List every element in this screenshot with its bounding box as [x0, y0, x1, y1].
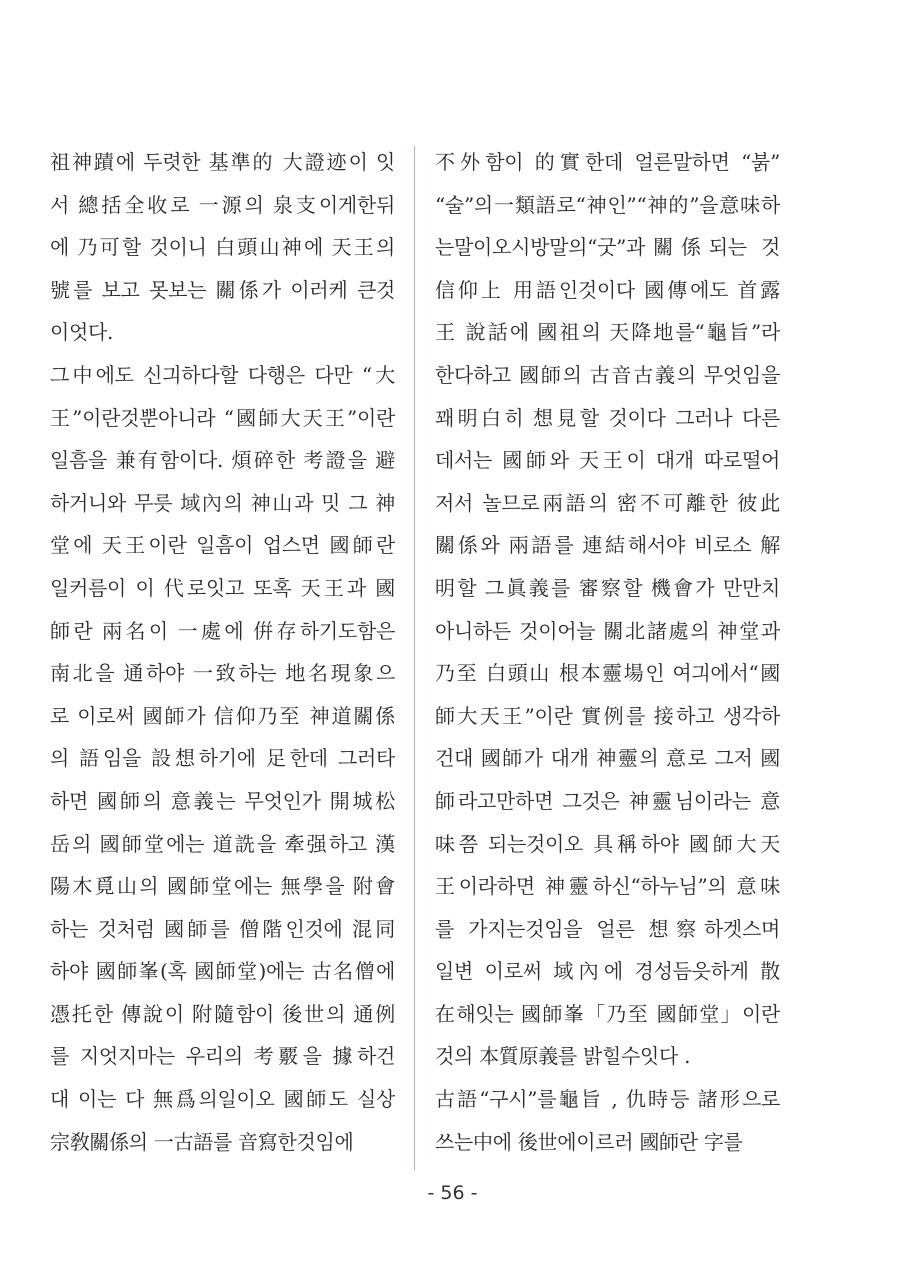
text-line: 는말이오시방말의“굿”과關係되는 것 — [435, 235, 780, 260]
left-text-column — [50, 141, 395, 1163]
text-line: 일커름이 이 代로잇고 또혹 天王과 國 — [50, 575, 395, 600]
text-line: 陽木覓山의 國師堂에는 無學을 附會 — [50, 874, 395, 899]
column-divider — [414, 146, 415, 1170]
text-line: 岳의 國師堂에는 道詵을 牽强하고 漢 — [50, 831, 395, 856]
text-line: 關係와 兩語를 連結해서야 비로소 解 — [435, 533, 780, 558]
text-line: 에 乃可할 것이니 白頭山神에 天王의 — [50, 235, 395, 260]
text-line: 師大天王”이란 實例를 接하고 생각하 — [435, 703, 780, 728]
text-line: 대 이는 다 無爲의일이오 國師도 실상 — [50, 1087, 395, 1112]
text-line: 하야 國師峯(혹 國師堂)에는 古名僧에 — [50, 959, 395, 984]
text-line: 祖神蹟에 두렷한 基準的 大證迹이 잇 — [50, 150, 395, 174]
text-line: 號를 보고 못보는 關係가 이러케 큰것 — [50, 277, 395, 302]
text-line: 師라고만하면 그것은 神靈님이라는 意 — [435, 788, 780, 813]
page-number: - 56 - — [427, 1182, 478, 1204]
text-line: 乃至 白頭山 根本靈場인 여긔에서“國 — [435, 661, 780, 686]
text-line: 在해잇는 國師峯「乃至 國師堂」이란 — [435, 1001, 780, 1026]
text-line: 를 가지는것임을 얼른 想察하겟스며 — [435, 916, 780, 941]
text-line: 古語“구시”를龜旨 , 仇時등 諸形으로 — [435, 1087, 780, 1112]
text-line: 저서 놀므로兩語의 密不可離한 彼此 — [435, 490, 780, 515]
text-line: 王이라하면 神靈하신“하누님”의 意味 — [435, 874, 780, 899]
text-line: 하면 國師의 意義는 무엇인가 開城松 — [50, 788, 395, 813]
text-line: 王”이란것뿐아니라 “國師大天王”이란 — [50, 405, 395, 430]
text-line: 일흠을 兼有함이다. 煩碎한 考證을 避 — [50, 448, 395, 473]
text-line: 서 總括全收로 一源의 泉支이게한뒤 — [50, 192, 395, 217]
text-line: 건대 國師가 대개 神靈의 意로 그저 國 — [435, 746, 780, 771]
text-line: 를 지엇지마는 우리의 考覈을 據하건 — [50, 1044, 395, 1069]
text-line: 하는 것처럼 國師를 僧階인것에 混同 — [50, 916, 395, 941]
text-line: 不外함이 的實한데 얼른말하면 “붉” — [435, 150, 780, 174]
text-line: “술”의一類語로“神인”“神的”을意味하 — [435, 192, 780, 217]
text-line: 것의 本質原義를 밝힐수잇다 . — [435, 1044, 691, 1069]
text-line: 堂에 天王이란 일흠이 업스면 國師란 — [50, 533, 395, 558]
text-line: 쓰는中에 後世에이르러 國師란 字를 — [435, 1129, 743, 1154]
text-line: 그中에도 신긔하다할 다행은 다만 “大 — [50, 362, 395, 387]
text-line: 꽤明白히 想見할 것이다 그러나 다른 — [435, 405, 780, 430]
text-line: 일변 이로써 域內에 경성듬읏하게 散 — [435, 959, 780, 984]
right-text-column — [435, 141, 780, 1163]
text-line: 師란 兩名이 一處에 倂存하기도함은 — [50, 618, 395, 643]
text-line: 信仰上 用語인것이다 國傳에도 首露 — [435, 277, 780, 302]
text-line: 王 說話에 國祖의 天降地를“龜旨”라 — [435, 320, 780, 345]
text-line: 이엇다. — [50, 320, 114, 345]
text-line: 한다하고 國師의 古音古義의 무엇임을 — [435, 362, 780, 387]
text-line: 로 이로써 國師가 信仰乃至 神道關係 — [50, 703, 395, 728]
text-line: 아니하든 것이어늘 關北諸處의 神堂과 — [435, 618, 780, 643]
text-line: 味쯤 되는것이오 具稱하야 國師大天 — [435, 831, 780, 856]
text-line: 南北을 通하야 一致하는 地名現象으 — [50, 661, 395, 686]
text-line: 宗敎關係의 一古語를 音寫한것임에 — [50, 1129, 354, 1154]
text-line: 明할 그眞義를 審察할 機會가 만만치 — [435, 575, 780, 600]
text-line: 하거니와 무릇 域內의 神山과 밋 그 神 — [50, 490, 395, 515]
text-line: 憑托한 傳說이 附隨함이 後世의 通例 — [50, 1001, 395, 1026]
text-line: 의 語임을 設想하기에 足한데 그러타 — [50, 746, 395, 771]
text-line: 데서는 國師와 天王이 대개 따로떨어 — [435, 448, 780, 473]
